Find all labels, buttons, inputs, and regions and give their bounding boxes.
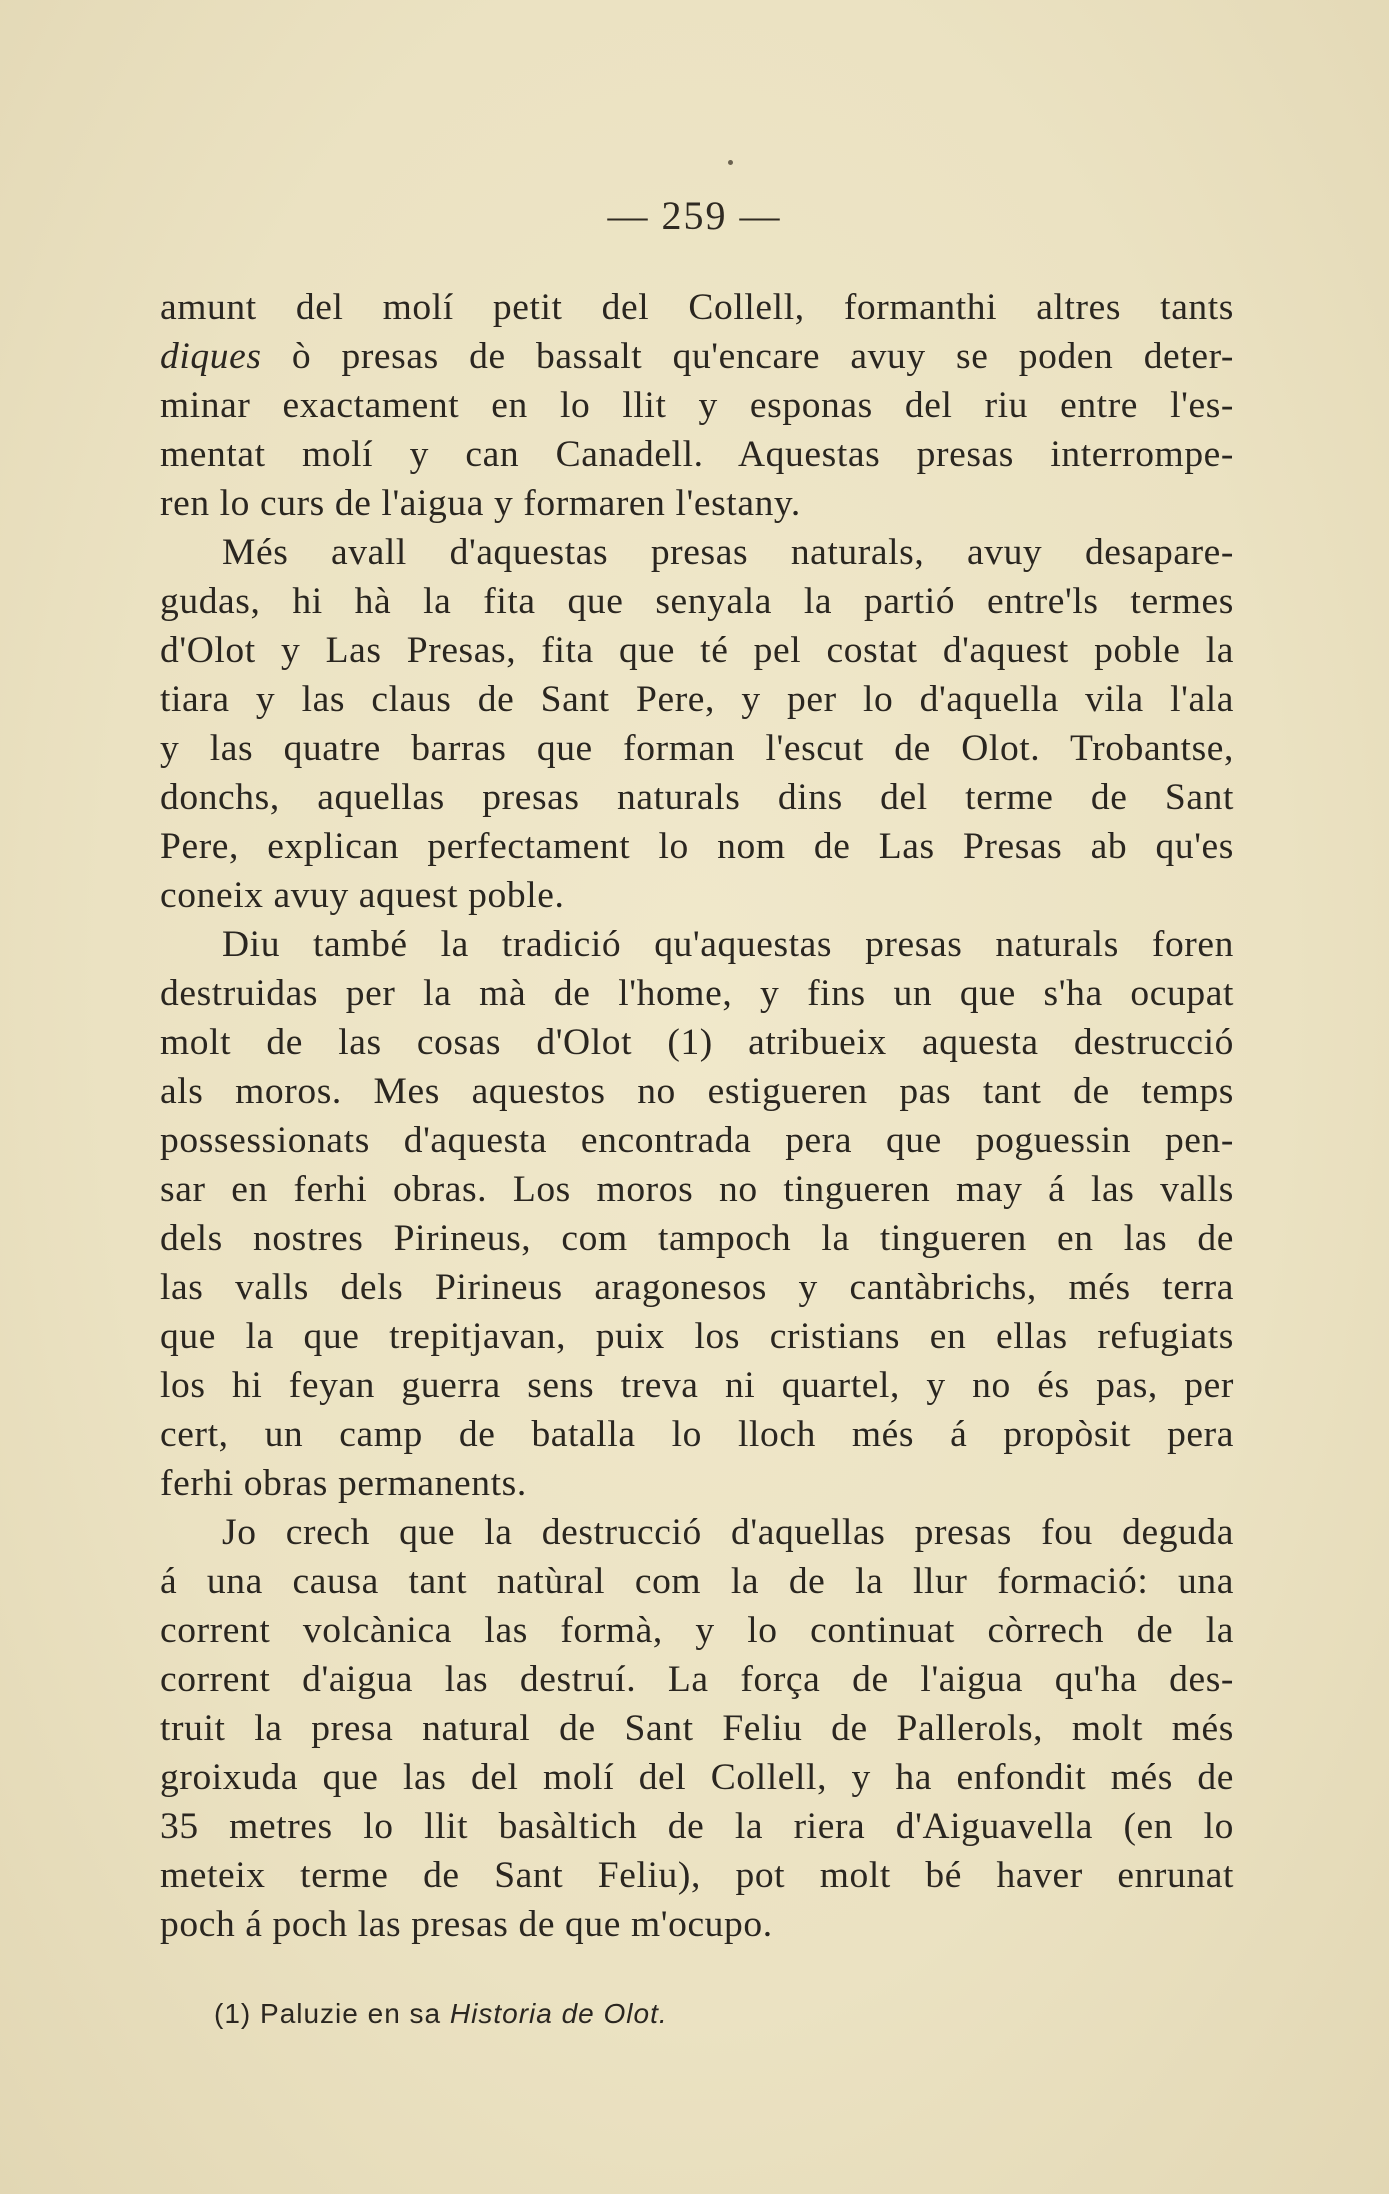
text-line <box>160 1606 1234 1655</box>
text-segment: ò presas de bassalt qu'encare avuy se poden deter- <box>261 336 1234 377</box>
text-segment: Més avall d'aquestas presas naturals, avuy desapare- <box>222 532 1234 573</box>
text-segment: als moros. Mes aquestos no estigueren pas tant de temps <box>160 1071 1234 1112</box>
body-text <box>160 283 1234 1949</box>
text-segment: sar en ferhi obras. Los moros no tingueren may á las valls <box>160 1169 1234 1210</box>
text-line <box>160 1214 1234 1263</box>
text-segment: mentat molí y can Canadell. Aquestas presas interrompe- <box>160 434 1234 475</box>
text-line <box>160 479 1234 528</box>
text-segment: meteix terme de Sant Feliu), pot molt bé haver enrunat <box>160 1855 1234 1896</box>
text-segment: minar exactament en lo llit y esponas del riu entre l'es- <box>160 385 1234 426</box>
text-line <box>160 1459 1234 1508</box>
text-segment: poch á poch las presas de que m'ocupo. <box>160 1904 773 1945</box>
text-segment: amunt del molí petit del Collell, formanthi altres tants <box>160 287 1234 328</box>
text-segment: d'Olot y Las Presas, fita que té pel costat d'aquest poble la <box>160 630 1234 671</box>
ink-speck <box>728 160 733 165</box>
text-segment: destruidas per la mà de l'home, y fins un que s'ha ocupat <box>160 973 1234 1014</box>
text-segment: cert, un camp de batalla lo lloch més á propòsit pera <box>160 1414 1234 1455</box>
text-line <box>160 1900 1234 1949</box>
text-line <box>160 1655 1234 1704</box>
text-segment: 35 metres lo llit basàltich de la riera d'Aiguavella (en lo <box>160 1806 1234 1847</box>
text-line <box>160 1410 1234 1459</box>
text-segment: ren lo curs de l'aigua y formaren l'estany. <box>160 483 801 524</box>
footnote <box>214 1998 668 2030</box>
text-line <box>160 822 1234 871</box>
text-segment: Jo crech que la destrucció d'aquellas presas fou deguda <box>222 1512 1234 1553</box>
footnote-marker: (1) <box>214 1998 252 2029</box>
text-line <box>160 871 1234 920</box>
text-line <box>160 1508 1234 1557</box>
text-segment: truit la presa natural de Sant Feliu de Pallerols, molt més <box>160 1708 1234 1749</box>
text-line <box>160 1312 1234 1361</box>
text-line <box>160 1851 1234 1900</box>
text-line <box>160 577 1234 626</box>
text-segment: á una causa tant natùral com la de la llur formació: una <box>160 1561 1234 1602</box>
text-line <box>160 1753 1234 1802</box>
text-segment: possessionats d'aquesta encontrada pera que poguessin pen- <box>160 1120 1234 1161</box>
text-segment: Pere, explican perfectament lo nom de Las Presas ab qu'es <box>160 826 1234 867</box>
text-line <box>160 773 1234 822</box>
text-segment: los hi feyan guerra sens treva ni quartel, y no és pas, per <box>160 1365 1234 1406</box>
text-segment: y las quatre barras que forman l'escut de Olot. Trobantse, <box>160 728 1234 769</box>
text-segment: las valls dels Pirineus aragonesos y cantàbrichs, més terra <box>160 1267 1234 1308</box>
text-line <box>160 1361 1234 1410</box>
text-segment: dels nostres Pirineus, com tampoch la tingueren en las de <box>160 1218 1234 1259</box>
text-line <box>160 528 1234 577</box>
text-line <box>160 430 1234 479</box>
page-number: — 259 — <box>607 193 782 238</box>
text-line <box>160 920 1234 969</box>
text-segment: ferhi obras permanents. <box>160 1463 527 1504</box>
text-segment: tiara y las claus de Sant Pere, y per lo d'aquella vila l'ala <box>160 679 1234 720</box>
text-line <box>160 1165 1234 1214</box>
text-line <box>160 283 1234 332</box>
text-line <box>160 675 1234 724</box>
text-segment: donchs, aquellas presas naturals dins del terme de Sant <box>160 777 1234 818</box>
text-segment: gudas, hi hà la fita que senyala la partió entre'ls termes <box>160 581 1234 622</box>
text-segment: coneix avuy aquest poble. <box>160 875 565 916</box>
text-line <box>160 381 1234 430</box>
italic-text: diques <box>160 336 262 377</box>
text-line <box>160 724 1234 773</box>
text-segment: groixuda que las del molí del Collell, y ha enfondit més de <box>160 1757 1234 1798</box>
paragraph <box>160 920 1234 1508</box>
text-segment: corrent d'aigua las destruí. La força de l'aigua qu'ha des- <box>160 1659 1234 1700</box>
paragraph <box>160 1508 1234 1949</box>
text-segment: corrent volcànica las formà, y lo continuat còrrech de la <box>160 1610 1234 1651</box>
text-line <box>160 969 1234 1018</box>
footnote-text: Paluzie en sa <box>251 1998 450 2029</box>
text-line <box>160 1018 1234 1067</box>
text-line <box>160 626 1234 675</box>
text-line <box>160 1802 1234 1851</box>
text-line <box>160 1704 1234 1753</box>
text-line <box>160 332 1234 381</box>
footnote-title: Historia de Olot. <box>449 1998 668 2029</box>
paragraph <box>160 528 1234 920</box>
text-line <box>160 1116 1234 1165</box>
text-segment: que la que trepitjavan, puix los cristians en ellas refugiats <box>160 1316 1234 1357</box>
text-line <box>160 1067 1234 1116</box>
paragraph <box>160 283 1234 528</box>
text-segment: molt de las cosas d'Olot (1) atribueix aquesta destrucció <box>160 1022 1234 1063</box>
text-line <box>160 1263 1234 1312</box>
text-line <box>160 1557 1234 1606</box>
text-segment: Diu també la tradició qu'aquestas presas naturals foren <box>222 924 1234 965</box>
